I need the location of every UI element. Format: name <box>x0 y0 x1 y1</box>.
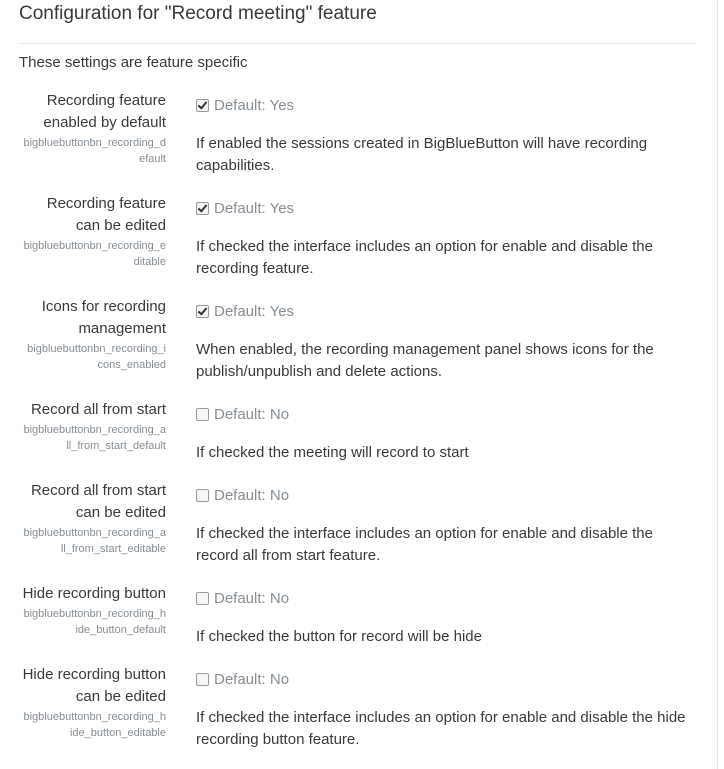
title-divider <box>19 43 697 44</box>
setting-label-line: Recording feature <box>46 92 166 109</box>
setting-control <box>196 588 289 608</box>
default-value-text: Default: Yes <box>214 302 295 320</box>
setting-control <box>196 404 289 424</box>
setting-label-column <box>0 90 166 167</box>
setting-help-text: If enabled the sessions created in BigBlueButton will have recording capabilities. <box>196 135 648 174</box>
setting-key <box>0 238 166 270</box>
setting-key <box>0 709 166 741</box>
setting-key-line: bigbluebuttonbn_recording_i <box>27 343 166 355</box>
setting-key <box>0 606 166 638</box>
setting-label-line: Record all from start <box>30 482 166 499</box>
setting-label <box>0 664 166 708</box>
default-value-text: Default: No <box>214 589 290 607</box>
setting-label-line: Record all from start <box>30 401 166 418</box>
setting-key-line: bigbluebuttonbn_recording_a <box>23 527 166 539</box>
setting-label-column <box>0 583 166 638</box>
setting-label-column <box>0 296 166 373</box>
right-border <box>717 0 718 769</box>
default-value-text: Default: Yes <box>214 199 295 217</box>
setting-key <box>0 525 166 557</box>
setting-label <box>0 480 166 524</box>
setting-key-line: efault <box>139 153 166 165</box>
setting-checkbox[interactable] <box>196 99 209 112</box>
setting-help-text: If checked the interface includes an option for enable and disable the record all from start feature. <box>196 525 653 564</box>
setting-help-text: If checked the meeting will record to start <box>196 444 469 461</box>
setting-control <box>196 95 294 115</box>
setting-checkbox[interactable] <box>196 202 209 215</box>
setting-checkbox[interactable] <box>196 673 209 686</box>
setting-key <box>0 341 166 373</box>
setting-key-line: ll_from_start_editable <box>60 543 166 555</box>
setting-help-text: If checked the interface includes an option for enable and disable the recording feature. <box>196 238 653 277</box>
setting-key-line: bigbluebuttonbn_recording_h <box>23 608 166 620</box>
setting-label <box>0 90 166 134</box>
setting-key-line: bigbluebuttonbn_recording_a <box>23 424 166 436</box>
setting-checkbox[interactable] <box>196 305 209 318</box>
setting-label-line: Hide recording button <box>22 666 166 683</box>
setting-label <box>0 296 166 340</box>
setting-label <box>0 583 166 605</box>
setting-control <box>196 301 294 321</box>
setting-label-line: can be edited <box>75 504 166 521</box>
setting-key <box>0 422 166 454</box>
setting-help-text: When enabled, the recording management panel shows icons for the publish/unpublish and delete actions. <box>196 341 654 380</box>
setting-label-column <box>0 480 166 557</box>
default-value-text: Default: Yes <box>214 96 295 114</box>
setting-label-column <box>0 399 166 454</box>
setting-label-line: Hide recording button <box>22 585 166 602</box>
setting-label-line: can be edited <box>75 688 166 705</box>
setting-label <box>0 193 166 237</box>
setting-control <box>196 669 289 689</box>
setting-key-line: ide_button_editable <box>69 727 166 739</box>
setting-key-line: ditable <box>133 256 166 268</box>
setting-control <box>196 198 294 218</box>
setting-label <box>0 399 166 421</box>
setting-checkbox[interactable] <box>196 592 209 605</box>
setting-label-line: enabled by default <box>43 114 166 131</box>
setting-key-line: ll_from_start_default <box>66 440 166 452</box>
default-value-text: Default: No <box>214 486 290 504</box>
setting-label-line: management <box>78 320 166 337</box>
setting-key-line: cons_enabled <box>97 359 166 371</box>
setting-key-line: ide_button_default <box>75 624 166 636</box>
setting-key-line: bigbluebuttonbn_recording_d <box>23 137 166 149</box>
setting-help-text: If checked the button for record will be hide <box>196 628 482 645</box>
setting-label-line: Icons for recording <box>41 298 166 315</box>
setting-key-line: bigbluebuttonbn_recording_e <box>23 240 166 252</box>
setting-key-line: bigbluebuttonbn_recording_h <box>23 711 166 723</box>
setting-label-column <box>0 193 166 270</box>
default-value-text: Default: No <box>214 405 290 423</box>
setting-checkbox[interactable] <box>196 489 209 502</box>
setting-help-text: If checked the interface includes an option for enable and disable the hide recording button feature. <box>196 709 686 748</box>
setting-label-line: can be edited <box>75 217 166 234</box>
setting-label-column <box>0 664 166 741</box>
page-title: Configuration for "Record meeting" feature <box>19 3 377 24</box>
setting-key <box>0 135 166 167</box>
default-value-text: Default: No <box>214 670 290 688</box>
section-description: These settings are feature specific <box>19 54 248 71</box>
setting-label-line: Recording feature <box>46 195 166 212</box>
setting-checkbox[interactable] <box>196 408 209 421</box>
setting-control <box>196 485 289 505</box>
